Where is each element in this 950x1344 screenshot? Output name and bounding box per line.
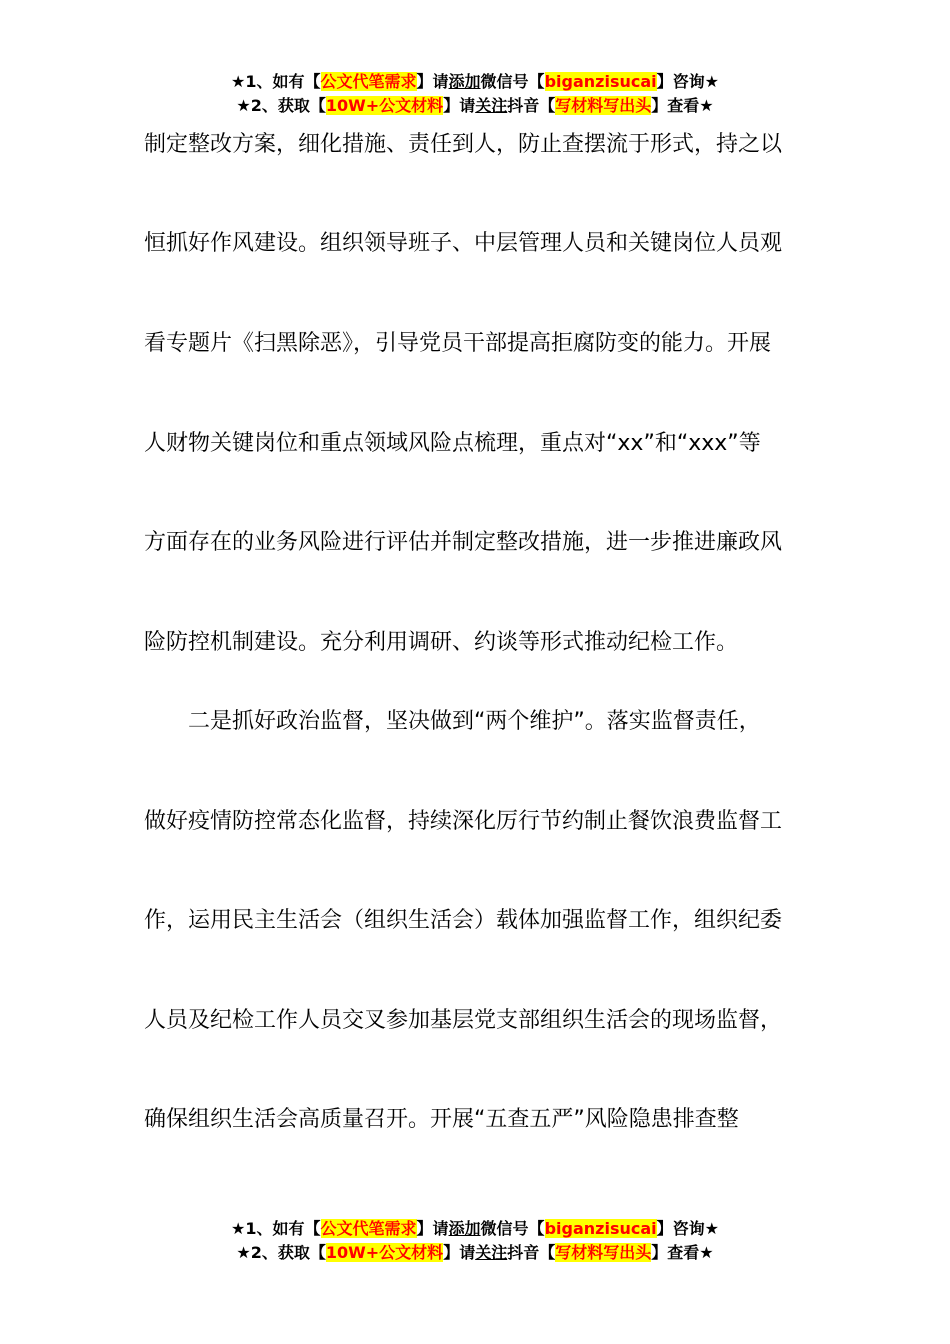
underline-add: 添加 [448,72,481,91]
footer-banner [0,1217,950,1265]
banner-line-2: ★2、获取【10W+公文材料】请关注抖音【写材料写出头】查看★ [236,96,714,115]
body-line: 看专题片《扫黑除恶》，引导党员干部提高拒腐防变的能力。开展 [144,331,772,356]
banner-line-1: ★1、如有【公文代笔需求】请添加微信号【biganzisucai】咨询★ [231,72,719,91]
highlight-service: 公文代笔需求 [320,1219,417,1238]
body-line: 二是抓好政治监督，坚决做到“两个维护”。落实监督责任， [144,709,761,734]
underline-follow: 关注 [475,96,508,115]
header-banner [0,70,950,118]
body-line: 方面存在的业务风险进行评估并制定整改措施，进一步推进廉政风 [144,530,783,555]
body-line: 作，运用民主生活会（组织生活会）载体加强监督工作，组织纪委 [144,908,783,933]
underline-add: 添加 [448,1219,481,1238]
highlight-douyin-account: 写材料写出头 [555,1243,652,1262]
banner-line-1: ★1、如有【公文代笔需求】请添加微信号【biganzisucai】咨询★ [231,1219,719,1238]
body-line: 制定整改方案，细化措施、责任到人，防止查摆流于形式，持之以 [144,132,783,157]
highlight-materials: 10W+公文材料 [325,1243,444,1262]
body-line: 恒抓好作风建设。组织领导班子、中层管理人员和关键岗位人员观 [144,231,783,256]
body-line: 险防控机制建设。充分利用调研、约谈等形式推动纪检工作。 [144,630,739,655]
body-line: 人财物关键岗位和重点领域风险点梳理，重点对“xx”和“xxx”等 [144,431,761,456]
highlight-wechat-id: biganzisucai [544,72,657,91]
underline-follow: 关注 [475,1243,508,1262]
highlight-materials: 10W+公文材料 [325,96,444,115]
body-line: 确保组织生活会高质量召开。开展“五查五严”风险隐患排查整 [144,1107,739,1132]
banner-line-2: ★2、获取【10W+公文材料】请关注抖音【写材料写出头】查看★ [236,1243,714,1262]
body-line: 做好疫情防控常态化监督，持续深化厉行节约制止餐饮浪费监督工 [144,809,783,834]
highlight-wechat-id: biganzisucai [544,1219,657,1238]
highlight-douyin-account: 写材料写出头 [555,96,652,115]
body-line: 人员及纪检工作人员交叉参加基层党支部组织生活会的现场监督， [144,1008,783,1033]
highlight-service: 公文代笔需求 [320,72,417,91]
